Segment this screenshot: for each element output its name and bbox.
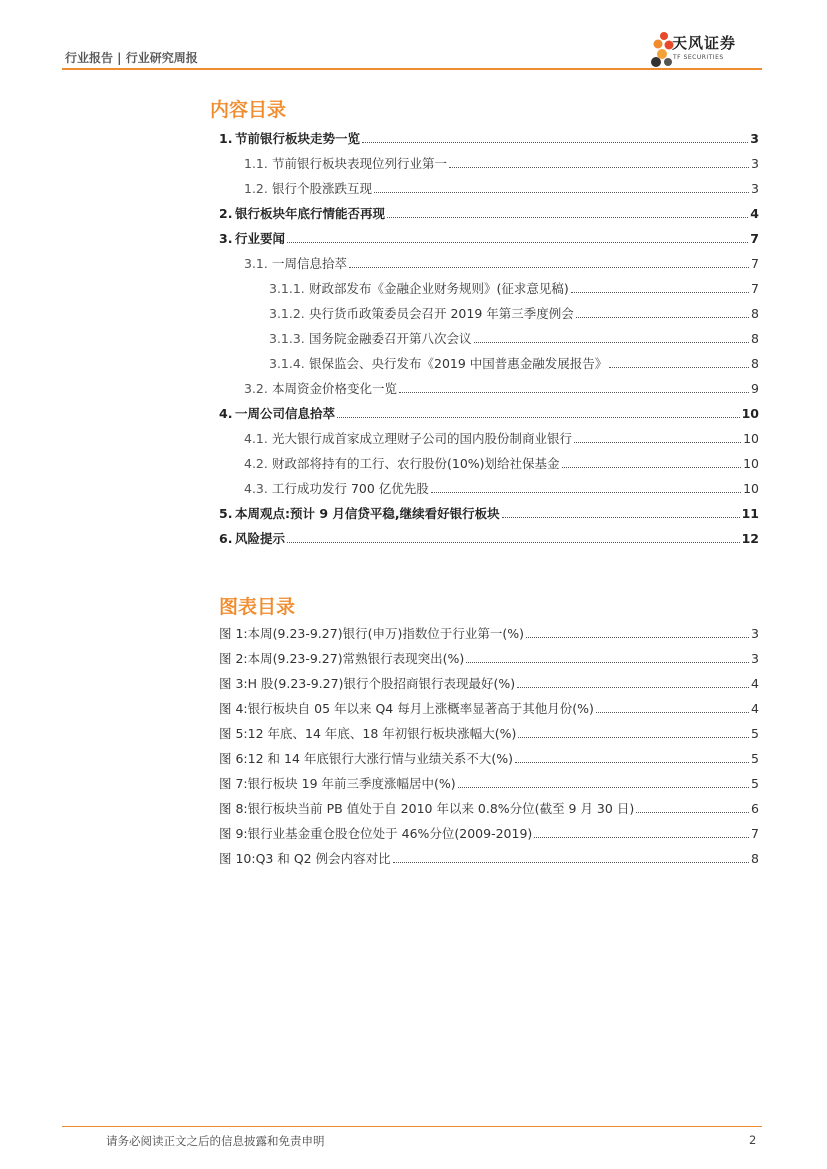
figure-entry-title: 图 9:银行业基金重仓股仓位处于 46%分位(2009-2019): [219, 826, 533, 841]
toc-entry-page: 3: [751, 156, 759, 171]
figure-entry[interactable]: [219, 799, 759, 817]
toc-entry-number: 5.: [219, 506, 233, 521]
leader-dots: [287, 542, 740, 543]
figure-entry-page: 6: [751, 801, 759, 816]
leader-dots: [534, 837, 749, 838]
toc-entry-title: 本周观点:预计 9 月信贷平稳,继续看好银行板块: [235, 506, 500, 521]
leader-dots: [571, 292, 749, 293]
toc-entry[interactable]: [219, 354, 759, 372]
leader-dots: [287, 242, 748, 243]
toc-entry-page: 7: [750, 231, 759, 246]
toc-entry-page: 12: [741, 531, 759, 546]
figure-entry[interactable]: [219, 724, 759, 742]
toc-entry-title: 央行货币政策委员会召开 2019 年第三季度例会: [309, 306, 574, 321]
toc-entry[interactable]: [219, 504, 759, 522]
figure-entry-page: 3: [751, 651, 759, 666]
footer-disclaimer: 请务必阅读正文之后的信息披露和免责申明: [106, 1134, 325, 1148]
page-number: 2: [749, 1133, 757, 1147]
toc-entry-title: 银保监会、央行发布《2019 中国普惠金融发展报告》: [309, 356, 608, 371]
figure-entry-page: 7: [751, 826, 759, 841]
leader-dots: [362, 142, 748, 143]
toc-entry-title: 风险提示: [235, 531, 286, 546]
toc-entry-page: 10: [743, 431, 759, 446]
figure-entry[interactable]: [219, 674, 759, 692]
leader-dots: [502, 517, 740, 518]
toc-entry-number: 3.1.4.: [269, 356, 305, 371]
figure-entry-title: 图 1:本周(9.23-9.27)银行(申万)指数位于行业第一(%): [219, 626, 524, 641]
leader-dots: [458, 787, 749, 788]
toc-entry-title: 节前银行板块走势一览: [235, 131, 361, 146]
toc-entry-number: 3.1.2.: [269, 306, 305, 321]
figure-entry[interactable]: [219, 824, 759, 842]
toc-entry[interactable]: [219, 129, 759, 147]
toc-entry-page: 3: [751, 181, 759, 196]
leader-dots: [449, 167, 749, 168]
figure-entry[interactable]: [219, 749, 759, 767]
toc-entry[interactable]: [219, 479, 759, 497]
leader-dots: [574, 442, 741, 443]
leader-dots: [474, 342, 750, 343]
logo-subtitle: TF SECURITIES: [673, 54, 724, 61]
figure-entry-page: 5: [751, 751, 759, 766]
toc-entry-page: 8: [751, 306, 759, 321]
toc-entry-title: 工行成功发行 700 亿优先股: [272, 481, 429, 496]
toc-entry-number: 3.1.1.: [269, 281, 305, 296]
figure-entry-title: 图 10:Q3 和 Q2 例会内容对比: [219, 851, 391, 866]
toc-entry-title: 财政部将持有的工行、农行股份(10%)划给社保基金: [272, 456, 560, 471]
toc-entry-title: 一周信息拾萃: [272, 256, 348, 271]
toc-entry-title: 光大银行成首家成立理财子公司的国内股份制商业银行: [272, 431, 573, 446]
toc-title: 内容目录: [210, 99, 287, 121]
toc-entry-title: 节前银行板块表现位列行业第一: [272, 156, 448, 171]
leader-dots: [576, 317, 749, 318]
leader-dots: [526, 637, 749, 638]
toc-entry-title: 国务院金融委召开第八次会议: [309, 331, 472, 346]
toc-entry-page: 11: [741, 506, 759, 521]
toc-entry[interactable]: [219, 379, 759, 397]
figure-entry[interactable]: [219, 774, 759, 792]
leader-dots: [518, 737, 749, 738]
leader-dots: [387, 217, 748, 218]
toc-entry-page: 4: [750, 206, 759, 221]
figure-entry-page: 5: [751, 726, 759, 741]
figure-entry[interactable]: [219, 699, 759, 717]
figure-entry-title: 图 8:银行板块当前 PB 值处于自 2010 年以来 0.8%分位(截至 9 月 30 日): [219, 801, 635, 816]
toc-entry[interactable]: [219, 204, 759, 222]
leader-dots: [636, 812, 749, 813]
figure-entry-page: 5: [751, 776, 759, 791]
figure-entry[interactable]: [219, 849, 759, 867]
toc-entry-title: 财政部发布《金融企业财务规则》(征求意见稿): [309, 281, 569, 296]
toc-entry[interactable]: [219, 229, 759, 247]
toc-entry-page: 8: [751, 331, 759, 346]
toc-entry-number: 2.: [219, 206, 233, 221]
figure-entry-page: 3: [751, 626, 759, 641]
toc-entry-title: 本周资金价格变化一览: [272, 381, 398, 396]
figures-title: 图表目录: [219, 596, 296, 618]
toc-entry-page: 8: [751, 356, 759, 371]
report-type-label: 行业报告 | 行业研究周报: [65, 51, 198, 65]
leader-dots: [399, 392, 749, 393]
header-divider: [62, 68, 762, 70]
figure-entry-title: 图 5:12 年底、14 年底、18 年初银行板块涨幅大(%): [219, 726, 517, 741]
toc-entry-number: 1.2.: [244, 181, 268, 196]
toc-entry-title: 银行个股涨跌互现: [272, 181, 373, 196]
toc-entry-page: 10: [743, 481, 759, 496]
toc-entry-page: 3: [750, 131, 759, 146]
toc-entry[interactable]: [219, 329, 759, 347]
leader-dots: [393, 862, 749, 863]
toc-entry[interactable]: [219, 179, 759, 197]
figure-entry-page: 4: [751, 676, 759, 691]
toc-entry-page: 7: [751, 256, 759, 271]
leader-dots: [431, 492, 741, 493]
toc-entry[interactable]: [219, 254, 759, 272]
toc-entry[interactable]: [219, 529, 759, 547]
figure-entry-page: 4: [751, 701, 759, 716]
toc-entry-number: 4.1.: [244, 431, 268, 446]
footer-divider: [62, 1126, 762, 1127]
toc-entry-page: 10: [743, 456, 759, 471]
toc-entry-title: 银行板块年底行情能否再现: [235, 206, 386, 221]
toc-entry-number: 1.: [219, 131, 233, 146]
toc-entry[interactable]: [219, 404, 759, 422]
toc-entry-number: 4.: [219, 406, 233, 421]
toc-entry-number: 6.: [219, 531, 233, 546]
toc-entry-title: 行业要闻: [235, 231, 286, 246]
figure-entry-title: 图 4:银行板块自 05 年以来 Q4 每月上涨概率显著高于其他月份(%): [219, 701, 594, 716]
leader-dots: [517, 687, 749, 688]
figure-entry[interactable]: [219, 624, 759, 642]
toc-entry-number: 3.2.: [244, 381, 268, 396]
toc-entry-number: 3.: [219, 231, 233, 246]
toc-entry-page: 7: [751, 281, 759, 296]
toc-entry-page: 10: [741, 406, 759, 421]
toc-entry[interactable]: [219, 279, 759, 297]
leader-dots: [596, 712, 749, 713]
leader-dots: [562, 467, 742, 468]
toc-entry[interactable]: [219, 154, 759, 172]
toc-entry[interactable]: [219, 304, 759, 322]
leader-dots: [515, 762, 749, 763]
figure-entry[interactable]: [219, 649, 759, 667]
toc-entry-page: 9: [751, 381, 759, 396]
toc-entry-number: 3.1.: [244, 256, 268, 271]
leader-dots: [349, 267, 749, 268]
leader-dots: [374, 192, 749, 193]
toc-entry[interactable]: [219, 429, 759, 447]
figure-entry-title: 图 2:本周(9.23-9.27)常熟银行表现突出(%): [219, 651, 465, 666]
leader-dots: [609, 367, 749, 368]
toc-entry-number: 4.3.: [244, 481, 268, 496]
logo-name: 天风证券: [672, 34, 737, 52]
figure-entry-title: 图 6:12 和 14 年底银行大涨行情与业绩关系不大(%): [219, 751, 514, 766]
figure-entry-title: 图 3:H 股(9.23-9.27)银行个股招商银行表现最好(%): [219, 676, 516, 691]
leader-dots: [337, 417, 740, 418]
toc-entry-number: 1.1.: [244, 156, 268, 171]
toc-entry-number: 3.1.3.: [269, 331, 305, 346]
toc-entry-title: 一周公司信息拾萃: [235, 406, 336, 421]
toc-entry[interactable]: [219, 454, 759, 472]
figure-entry-title: 图 7:银行板块 19 年前三季度涨幅居中(%): [219, 776, 456, 791]
toc-entry-number: 4.2.: [244, 456, 268, 471]
leader-dots: [466, 662, 749, 663]
figure-entry-page: 8: [751, 851, 759, 866]
